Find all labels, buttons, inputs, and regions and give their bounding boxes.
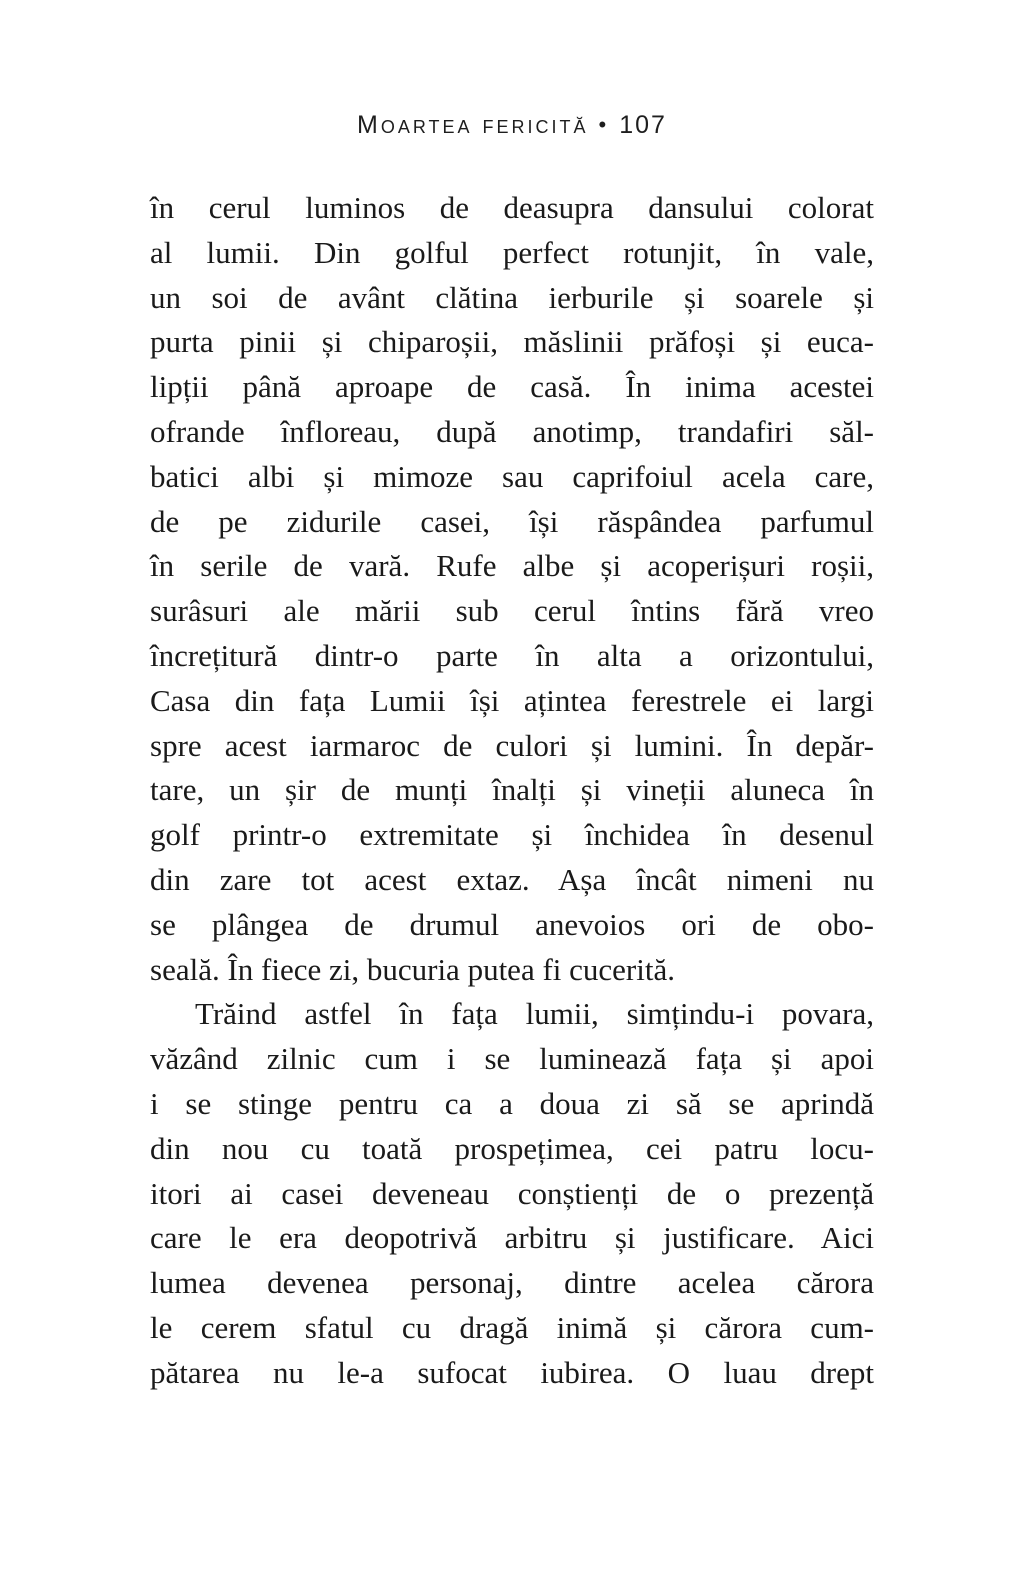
text-line: care le era deopotrivă arbitru și justificare. Aici xyxy=(150,1220,874,1256)
text-line: purta pinii și chiparoșii, măslinii prăfoși și euca- xyxy=(150,324,874,360)
text-line: în serile de vară. Rufe albe și acoperișuri roșii, xyxy=(150,548,874,584)
text-line: în cerul luminos de deasupra dansului colorat xyxy=(150,190,874,225)
text-line: încrețitură dintr-o parte în alta a orizontului, xyxy=(150,637,874,673)
text-line: le cerem sfatul cu dragă inimă și cărora cum- xyxy=(150,1309,874,1345)
text-line: din zare tot acest extaz. Așa încât nimeni nu xyxy=(150,861,874,897)
text-line: Trăind astfel în fața lumii, simțindu-i povara, xyxy=(195,996,874,1032)
text-line: se plângea de drumul anevoios ori de obo- xyxy=(150,906,874,942)
text-line: i se stinge pentru ca a doua zi să se aprindă xyxy=(150,1085,874,1121)
text-line: din nou cu toată prospețimea, cei patru locu- xyxy=(150,1130,874,1166)
text-line: batici albi și mimoze sau caprifoiul acela care, xyxy=(150,458,874,494)
text-line: tare, un șir de munți înalți și vineții aluneca în xyxy=(150,772,874,808)
page-number: 107 xyxy=(619,111,667,139)
bullet-separator: • xyxy=(598,112,610,137)
text-line: al lumii. Din golful perfect rotunjit, în vale, xyxy=(150,234,874,270)
text-line: pătarea nu le-a sufocat iubirea. O luau drept xyxy=(150,1354,874,1390)
text-line: un soi de avânt clătina ierburile și soarele și xyxy=(150,279,874,315)
chapter-title: Moartea fericită xyxy=(357,111,589,139)
text-line: lipții până aproape de casă. În inima acestei xyxy=(150,369,874,405)
text-line: Casa din fața Lumii își ațintea ferestrele ei largi xyxy=(150,682,874,718)
running-header xyxy=(0,110,1024,140)
text-line: surâsuri ale mării sub cerul întins fără vreo xyxy=(150,593,874,629)
text-line: itori ai casei deveneau conștienți de o prezență xyxy=(150,1175,874,1211)
text-line: golf printr-o extremitate și închidea în desenul xyxy=(150,817,874,853)
text-line: spre acest iarmaroc de culori și lumini. În depăr- xyxy=(150,727,874,763)
text-line: văzând zilnic cum i se luminează fața și apoi xyxy=(150,1041,874,1077)
text-line: ofrande înfloreau, după anotimp, trandafiri săl- xyxy=(150,413,874,449)
text-line: de pe zidurile casei, își răspândea parfumul xyxy=(150,503,874,539)
text-line: lumea devenea personaj, dintre acelea cărora xyxy=(150,1265,874,1301)
text-block xyxy=(150,186,874,1396)
text-line: seală. În fiece zi, bucuria putea fi cucerită. xyxy=(150,951,675,987)
